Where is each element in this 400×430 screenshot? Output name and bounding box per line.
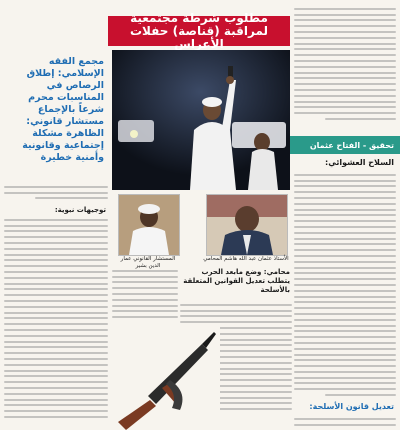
left-column-text-a	[4, 182, 108, 202]
right-subhead-2: تعديل قانون الأسلحة:	[309, 402, 394, 411]
portrait-photo-icon	[207, 195, 287, 255]
left-headline-2: مستشار قانوني: الظاهرة مشكلة إجتماعية وقانونية وأمنية خطيرة	[22, 116, 104, 163]
right-column-bottom	[294, 414, 396, 430]
right-column-top	[294, 4, 396, 132]
caption-left: المستشار القانوني عمار الدين بشير	[120, 256, 176, 269]
portrait-right	[206, 194, 288, 256]
headline-banner	[108, 10, 290, 51]
caption-right: الأستاذ عثمان عبد الله هاشم المحامي	[203, 256, 289, 262]
left-headline-1: مجمع الفقه الإسلامي: إطلاق الرصاص في المناسبات محرم شرعاً بالإجماع	[26, 56, 104, 115]
left-column-text-b	[4, 215, 108, 430]
mid-quote: محامي: وضع مابعد الحرب يتطلب تعديل القوانين المتعلقة بالأسلحة	[183, 268, 290, 294]
section-byline: تحقيق - الفتاح عثمان	[309, 140, 394, 150]
main-photo	[112, 50, 290, 190]
right-subhead-1: السلاح العشوائي:	[325, 158, 394, 167]
gun-photo-icon	[112, 50, 290, 190]
middle-column-text	[112, 266, 178, 326]
headline-text: مطلوب شرطة مجتمعية لمراقبة (قناصة) حفلات الأعراس	[129, 10, 269, 51]
portrait-left	[118, 194, 180, 256]
right-column-body	[294, 170, 396, 398]
left-subhead: توجيهات نبوية:	[54, 206, 106, 214]
rifle-image-icon	[110, 326, 220, 430]
section-byline-box	[288, 136, 400, 154]
portrait-photo-icon	[119, 195, 179, 255]
